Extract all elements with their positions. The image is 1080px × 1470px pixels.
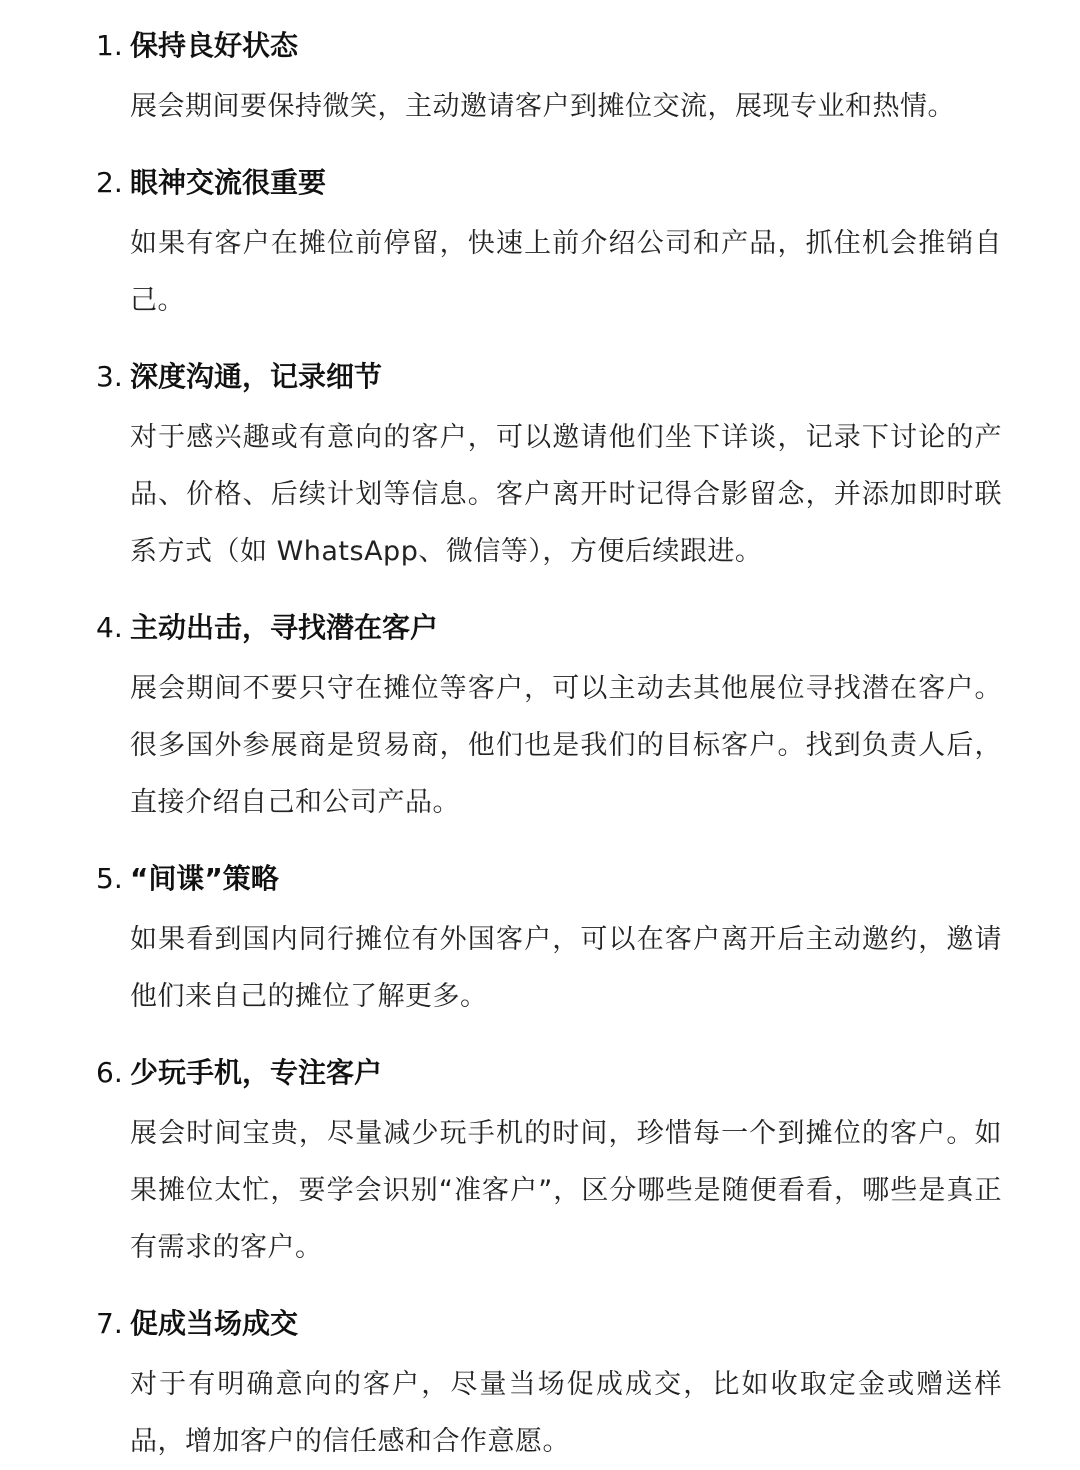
tip-body: 展会期间要保持微笑，主动邀请客户到摊位交流，展现专业和热情。 <box>130 91 955 122</box>
tip-2 <box>96 159 1002 329</box>
tip-title: 保持良好状态 <box>130 29 299 62</box>
tip-1 <box>96 22 1002 135</box>
tip-number: 5. <box>96 862 123 895</box>
tip-7 <box>96 1300 1002 1470</box>
tip-heading <box>96 855 1002 903</box>
tip-heading <box>96 353 1002 401</box>
tip-4 <box>96 604 1002 831</box>
tip-number: 6. <box>96 1056 123 1089</box>
tip-heading <box>96 1049 1002 1097</box>
tip-body: 对于感兴趣或有意向的客户，可以邀请他们坐下详谈，记录下讨论的产品、价格、后续计划等信息。客户离开时记得合影留念，并添加即时联系方式（如 WhatsApp、微信等），方便后续跟进。 <box>130 422 1002 567</box>
tip-6 <box>96 1049 1002 1276</box>
tip-heading <box>96 1300 1002 1348</box>
tip-body: 展会时间宝贵，尽量减少玩手机的时间，珍惜每一个到摊位的客户。如果摊位太忙，要学会识别“准客户”，区分哪些是随便看看，哪些是真正有需求的客户。 <box>130 1118 1002 1263</box>
tip-body: 对于有明确意向的客户，尽量当场促成成交，比如收取定金或赠送样品，增加客户的信任感和合作意愿。 <box>130 1369 1002 1457</box>
tip-body: 如果看到国内同行摊位有外国客户，可以在客户离开后主动邀约，邀请他们来自己的摊位了解更多。 <box>130 924 1002 1012</box>
tip-number: 2. <box>96 166 123 199</box>
tip-number: 1. <box>96 29 123 62</box>
tip-number: 4. <box>96 611 123 644</box>
tip-title: 主动出击，寻找潜在客户 <box>130 611 439 644</box>
tip-3 <box>96 353 1002 580</box>
tip-heading <box>96 159 1002 207</box>
tip-heading <box>96 22 1002 70</box>
tip-title: 少玩手机，专注客户 <box>130 1056 383 1089</box>
tip-title: 促成当场成交 <box>130 1307 299 1340</box>
tip-title: 眼神交流很重要 <box>130 166 327 199</box>
tip-title: “间谍”策略 <box>130 862 279 895</box>
tip-body: 如果有客户在摊位前停留，快速上前介绍公司和产品，抓住机会推销自己。 <box>130 228 1002 316</box>
tip-5 <box>96 855 1002 1025</box>
tip-body: 展会期间不要只守在摊位等客户，可以主动去其他展位寻找潜在客户。很多国外参展商是贸易商，他们也是我们的目标客户。找到负责人后，直接介绍自己和公司产品。 <box>130 673 1002 818</box>
tip-heading <box>96 604 1002 652</box>
tip-title: 深度沟通，记录细节 <box>130 360 383 393</box>
tip-number: 7. <box>96 1307 123 1340</box>
tip-number: 3. <box>96 360 123 393</box>
